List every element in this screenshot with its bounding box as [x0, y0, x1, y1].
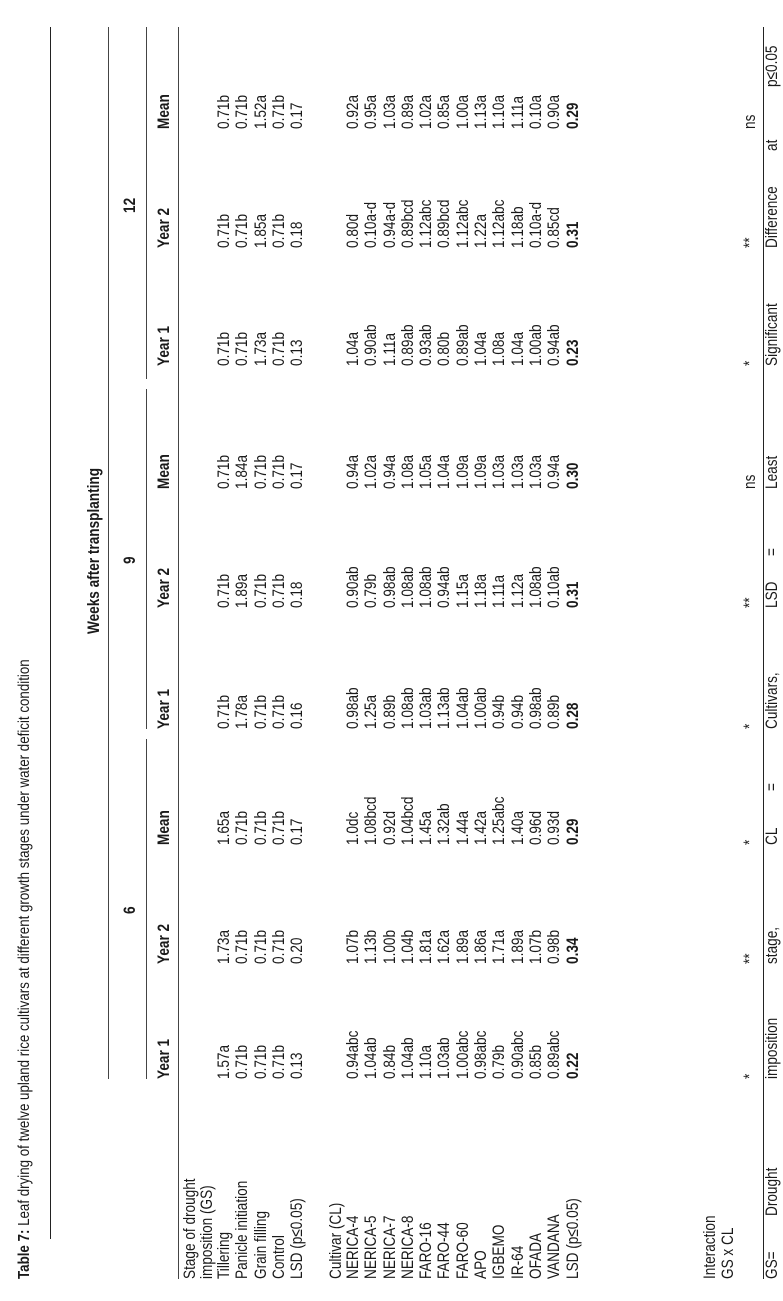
weeks-after-transplanting-heading: Weeks after transplanting	[84, 467, 103, 634]
table-cell: 0.71b	[214, 94, 233, 129]
gs-w12-year2-column	[215, 205, 306, 248]
table-cell: 1.02a	[416, 94, 436, 129]
table-cell: 1.04a	[471, 331, 491, 366]
footnote-word: Significant	[762, 303, 781, 366]
table-cell: 0.94b	[489, 694, 509, 729]
table-cell: 0.94abc	[343, 1030, 362, 1079]
table-cell: 1.03a	[525, 454, 545, 489]
table-cell: 0.10a	[525, 94, 545, 129]
interaction-significance: *	[740, 360, 759, 366]
table-cell: 0.90ab	[361, 324, 381, 366]
row-label: VANDANA	[544, 1214, 564, 1279]
table-cell: 0.71b	[250, 694, 270, 729]
caption-text: Leaf drying of twelve upland rice cultivars at different growth stages under water deficit condition	[16, 659, 33, 1226]
table-cell: 0.85a	[434, 94, 454, 129]
gs-section-title-line1: Stage of drought	[180, 1178, 199, 1279]
row-label: LSD (p≤0.05)	[562, 1198, 582, 1279]
table-cell: 0.10ab	[544, 566, 564, 608]
table-cell: 1.42a	[471, 810, 491, 845]
cl-w12-year1-column	[344, 314, 582, 366]
table-cell: 0.10a-d	[361, 201, 381, 248]
table-cell: 1.12abc	[489, 199, 509, 248]
week12-rule	[146, 27, 147, 379]
table-cell: 0.90ab	[343, 566, 362, 608]
footnote-word: Cultivars,	[762, 672, 781, 729]
table-cell: 1.08a	[489, 331, 509, 366]
interaction-significance: **	[740, 597, 759, 608]
table-cell: 1.08a	[397, 454, 417, 489]
table-cell: 0.13	[287, 339, 307, 366]
table-cell: 0.71b	[214, 331, 233, 366]
table-cell: 0.17	[287, 102, 307, 129]
table-cell: 0.80b	[434, 331, 454, 366]
cl-w12-year2-column	[344, 188, 582, 249]
table-cell: 0.89ab	[397, 324, 417, 366]
week9-rule	[146, 389, 147, 729]
table-cell: 1.89a	[452, 929, 472, 964]
table-cell: 1.10a	[489, 94, 509, 129]
top-rule	[50, 27, 51, 1239]
table-cell: 1.73a	[250, 331, 270, 366]
footnote-word: Difference	[762, 186, 781, 248]
w9-year1-heading: Year 1	[154, 688, 173, 729]
cl-w6-year1-column	[344, 1019, 582, 1080]
table-cell: 1.00b	[379, 929, 399, 964]
table-cell: 1.08bcd	[361, 796, 381, 845]
row-label: FARO-44	[434, 1222, 454, 1279]
table-cell: 1.03a	[507, 454, 527, 489]
table-cell: 1.00ab	[525, 324, 545, 366]
table-cell: 0.89abc	[544, 1030, 564, 1079]
table-cell: 1.04bcd	[397, 796, 417, 845]
w12-year2-heading: Year 2	[154, 207, 173, 248]
table-cell: 1.04a	[507, 331, 527, 366]
table-cell: 0.31	[562, 221, 582, 248]
table-cell: 0.92d	[379, 810, 399, 845]
interaction-significance: ns	[740, 474, 759, 489]
interaction-significance: *	[740, 723, 759, 729]
table-caption	[16, 659, 34, 1279]
row-label: Panicle initiation	[232, 1180, 252, 1279]
table-cell: 1.12abc	[452, 199, 472, 248]
table-cell: 1.03a	[379, 94, 399, 129]
table-cell: 0.90abc	[507, 1030, 527, 1079]
table-cell: 1.89a	[232, 573, 252, 608]
w9-year2-heading: Year 2	[154, 567, 173, 608]
table-cell: 1.22a	[471, 213, 491, 248]
footnote-word: p≤0.05	[762, 45, 781, 87]
table-cell: 1.04ab	[361, 1037, 381, 1079]
table-cell: 1.04ab	[452, 687, 472, 729]
table-cell: 0.71b	[214, 573, 233, 608]
gs-w9-year1-column	[215, 686, 306, 729]
cl-w6-year2-column	[344, 921, 582, 964]
footnote-word: CL	[762, 827, 781, 845]
table-cell: 0.28	[562, 702, 582, 729]
table-cell: 0.93d	[544, 810, 564, 845]
footnote-word: LSD	[762, 581, 781, 608]
table-cell: 1.25a	[361, 694, 381, 729]
table-cell: 0.71b	[232, 1044, 252, 1079]
table-cell: 1.08ab	[416, 566, 436, 608]
table-cell: 0.71b	[232, 213, 252, 248]
row-label: IGBEMO	[489, 1224, 509, 1279]
cl-w6-mean-column	[344, 785, 582, 846]
cl-w9-year2-column	[344, 556, 582, 608]
gs-labels-column	[215, 1156, 306, 1279]
table-cell: 0.31	[562, 581, 582, 608]
table-cell: 1.12a	[507, 573, 527, 608]
w12-year1-heading: Year 1	[154, 325, 173, 366]
w6-year2-heading: Year 2	[154, 923, 173, 964]
cl-labels-column	[344, 1178, 582, 1279]
footnote-word: =	[762, 783, 781, 791]
table-cell: 0.94ab	[434, 566, 454, 608]
table-cell: 0.89bcd	[434, 199, 454, 248]
caption-label: Table 7:	[16, 1229, 33, 1279]
table-cell: 1.40a	[507, 810, 527, 845]
row-label: Control	[268, 1235, 288, 1279]
table-cell: 0.94a	[343, 454, 362, 489]
table-cell: 1.11a	[379, 332, 399, 366]
week6-rule	[146, 739, 147, 1079]
table-cell: 0.89bcd	[397, 199, 417, 248]
table-cell: 0.71b	[268, 1044, 288, 1079]
table-cell: 1.52a	[250, 94, 270, 129]
table-cell: 1.07b	[343, 929, 362, 964]
table-cell: 1.11a	[489, 574, 509, 608]
table-cell: 0.29	[562, 102, 582, 129]
table-cell: 1.25abc	[489, 796, 509, 845]
table-cell: 1.45a	[416, 810, 436, 845]
table-cell: 1.44a	[452, 810, 472, 845]
w6-mean-heading: Mean	[154, 810, 173, 845]
row-label: IR-64	[507, 1245, 527, 1279]
table-cell: 0.16	[287, 702, 307, 729]
row-label: FARO-60	[452, 1222, 472, 1279]
footnote-word: =	[762, 548, 781, 556]
table-cell: 1.10a	[416, 1044, 436, 1079]
row-label: LSD (p≤0.05)	[287, 1198, 307, 1279]
table-cell: 1.02a	[361, 454, 381, 489]
table-cell: 1.09a	[452, 454, 472, 489]
table-cell: 1.09a	[471, 454, 491, 489]
footnote-word: at	[762, 139, 781, 151]
group-rule	[108, 27, 109, 1079]
table-cell: 1.08ab	[525, 566, 545, 608]
table-cell: 0.80d	[343, 213, 362, 248]
gs-w12-mean-column	[215, 86, 306, 129]
table-cell: 0.30	[562, 462, 582, 489]
interaction-significance: **	[740, 237, 759, 248]
table-cell: 0.34	[562, 937, 582, 964]
table-cell: 0.94b	[507, 694, 527, 729]
table-cell: 1.04b	[397, 929, 417, 964]
table-cell: 0.71b	[268, 213, 288, 248]
table-cell: 1.04ab	[397, 1037, 417, 1079]
table-cell: 0.89ab	[452, 324, 472, 366]
table-cell: 1.03a	[489, 454, 509, 489]
table-cell: 0.71b	[268, 573, 288, 608]
row-label: Grain filling	[250, 1210, 270, 1279]
cl-w9-year1-column	[344, 677, 582, 729]
table-cell: 1.15a	[452, 573, 472, 608]
table-cell: 0.98ab	[379, 566, 399, 608]
table-cell: 1.86a	[471, 929, 491, 964]
table-cell: 1.00abc	[452, 1030, 472, 1079]
table-cell: 1.0dc	[343, 811, 362, 845]
table-cell: 1.62a	[434, 929, 454, 964]
table-cell: 0.71b	[214, 213, 233, 248]
table-cell: 1.85a	[250, 213, 270, 248]
footnote-word: Drought	[762, 1167, 781, 1216]
table-cell: 0.71b	[268, 929, 288, 964]
table-cell: 0.89b	[544, 694, 564, 729]
table-cell: 0.98ab	[525, 687, 545, 729]
table-cell: 0.71b	[232, 810, 252, 845]
interaction-significance: *	[740, 839, 759, 845]
table-cell: 0.79b	[361, 573, 381, 608]
table-cell: 1.89a	[507, 929, 527, 964]
row-label: NERICA-8	[397, 1215, 417, 1279]
table-cell: 0.85b	[525, 1044, 545, 1079]
cl-w12-mean-column	[344, 86, 582, 129]
interaction-label: GS x CL	[718, 1227, 737, 1279]
table-cell: 1.32ab	[434, 803, 454, 845]
cl-section-title: Cultivar (CL)	[326, 1202, 345, 1279]
table-cell: 0.90a	[544, 94, 564, 129]
row-label: APO	[471, 1250, 491, 1279]
w9-mean-heading: Mean	[154, 454, 173, 489]
table-cell: 1.08ab	[397, 687, 417, 729]
footnote-word: GS=	[762, 1251, 781, 1279]
table-cell: 1.13a	[471, 94, 491, 129]
week-9-heading: 9	[120, 556, 139, 564]
footnote-word: stage,	[762, 926, 781, 964]
row-label: NERICA-7	[379, 1215, 399, 1279]
table-cell: 1.73a	[214, 929, 233, 964]
table-cell: 1.12abc	[416, 199, 436, 248]
table-cell: 1.08ab	[397, 566, 417, 608]
w12-mean-heading: Mean	[154, 94, 173, 129]
table-cell: 1.03ab	[416, 687, 436, 729]
w6-year1-heading: Year 1	[154, 1038, 173, 1079]
interaction-significance: *	[740, 1073, 759, 1079]
table-cell: 0.71b	[268, 94, 288, 129]
table-cell: 1.07b	[525, 929, 545, 964]
footnote-word: imposition	[762, 1017, 781, 1079]
gs-w9-year2-column	[215, 565, 306, 608]
table-cell: 1.65a	[214, 810, 233, 845]
row-label: FARO-16	[416, 1222, 436, 1279]
table-cell: 0.18	[287, 221, 307, 248]
week-12-heading: 12	[120, 197, 139, 213]
table-cell: 0.17	[287, 462, 307, 489]
gs-w12-year1-column	[215, 323, 306, 366]
table-cell: 0.71b	[250, 810, 270, 845]
table-cell: 0.71b	[250, 929, 270, 964]
table-cell: 0.71b	[250, 573, 270, 608]
table-cell: 1.05a	[416, 454, 436, 489]
table-cell: 0.85cd	[544, 207, 564, 248]
table-cell: 0.93ab	[416, 324, 436, 366]
table-cell: 1.84a	[232, 454, 252, 489]
table-cell: 0.71b	[214, 694, 233, 729]
table-cell: 0.94a	[379, 454, 399, 489]
table-cell: 0.96d	[525, 810, 545, 845]
gs-w6-year2-column	[215, 921, 306, 964]
interaction-significance: **	[740, 953, 759, 964]
table-cell: 0.79b	[489, 1044, 509, 1079]
table-cell: 1.00ab	[471, 687, 491, 729]
table-cell: 0.94a	[544, 454, 564, 489]
table-cell: 0.94ab	[544, 324, 564, 366]
table-cell: 1.00a	[452, 94, 472, 129]
table-cell: 1.18ab	[507, 206, 527, 248]
table-cell: 0.71b	[268, 331, 288, 366]
table-cell: 0.20	[287, 937, 307, 964]
table-cell: 1.13ab	[434, 687, 454, 729]
week-6-heading: 6	[120, 906, 139, 914]
table-cell: 1.03ab	[434, 1037, 454, 1079]
table-cell: 0.89a	[397, 94, 417, 129]
table-cell: 0.22	[562, 1052, 582, 1079]
interaction-title: Interaction	[700, 1215, 719, 1279]
table-cell: 0.29	[562, 818, 582, 845]
table-cell: 0.71b	[214, 454, 233, 489]
table-cell: 1.04a	[434, 454, 454, 489]
table-cell: 0.71b	[268, 694, 288, 729]
table-cell: 0.71b	[268, 810, 288, 845]
table-cell: 1.81a	[416, 929, 436, 964]
row-label: OFADA	[525, 1232, 545, 1279]
row-label: Tillering	[214, 1231, 233, 1279]
table-cell: 0.71b	[232, 331, 252, 366]
table-cell: 1.04a	[343, 331, 362, 366]
table-cell: 0.23	[562, 339, 582, 366]
table-cell: 0.18	[287, 581, 307, 608]
table-cell: 0.98b	[544, 929, 564, 964]
table-cell: 0.71b	[232, 929, 252, 964]
table-cell: 0.92a	[343, 94, 362, 129]
cl-w9-mean-column	[344, 446, 582, 489]
table-cell: 1.71a	[489, 929, 509, 964]
gs-w6-year1-column	[215, 1036, 306, 1079]
table-cell: 1.13b	[361, 929, 381, 964]
table-cell: 0.84b	[379, 1044, 399, 1079]
table-cell: 0.98abc	[471, 1030, 491, 1079]
interaction-significance: ns	[740, 114, 759, 129]
table-cell: 0.71b	[268, 454, 288, 489]
table-cell: 0.98ab	[343, 687, 362, 729]
table-cell: 0.71b	[250, 454, 270, 489]
table-cell: 0.95a	[361, 94, 381, 129]
header-bottom-rule	[178, 27, 179, 1279]
table-cell: 0.17	[287, 818, 307, 845]
table-cell: 0.71b	[232, 94, 252, 129]
table-cell: 1.11a	[507, 95, 527, 129]
table-cell: 0.10a-d	[525, 201, 545, 248]
gs-w9-mean-column	[215, 446, 306, 489]
gs-w6-mean-column	[215, 802, 306, 845]
gs-section-title-line2: imposition (GS)	[197, 1185, 216, 1279]
table-cell: 1.78a	[232, 694, 252, 729]
table-cell: 0.71b	[250, 1044, 270, 1079]
footnote-word: Least	[762, 455, 781, 489]
table-cell: 1.57a	[214, 1044, 233, 1079]
table-cell: 1.18a	[471, 573, 491, 608]
table-cell: 0.94a-d	[379, 201, 399, 248]
table-cell: 0.13	[287, 1052, 307, 1079]
row-label: NERICA-5	[361, 1215, 381, 1279]
row-label: NERICA-4	[343, 1215, 362, 1279]
table-cell: 0.89b	[379, 694, 399, 729]
